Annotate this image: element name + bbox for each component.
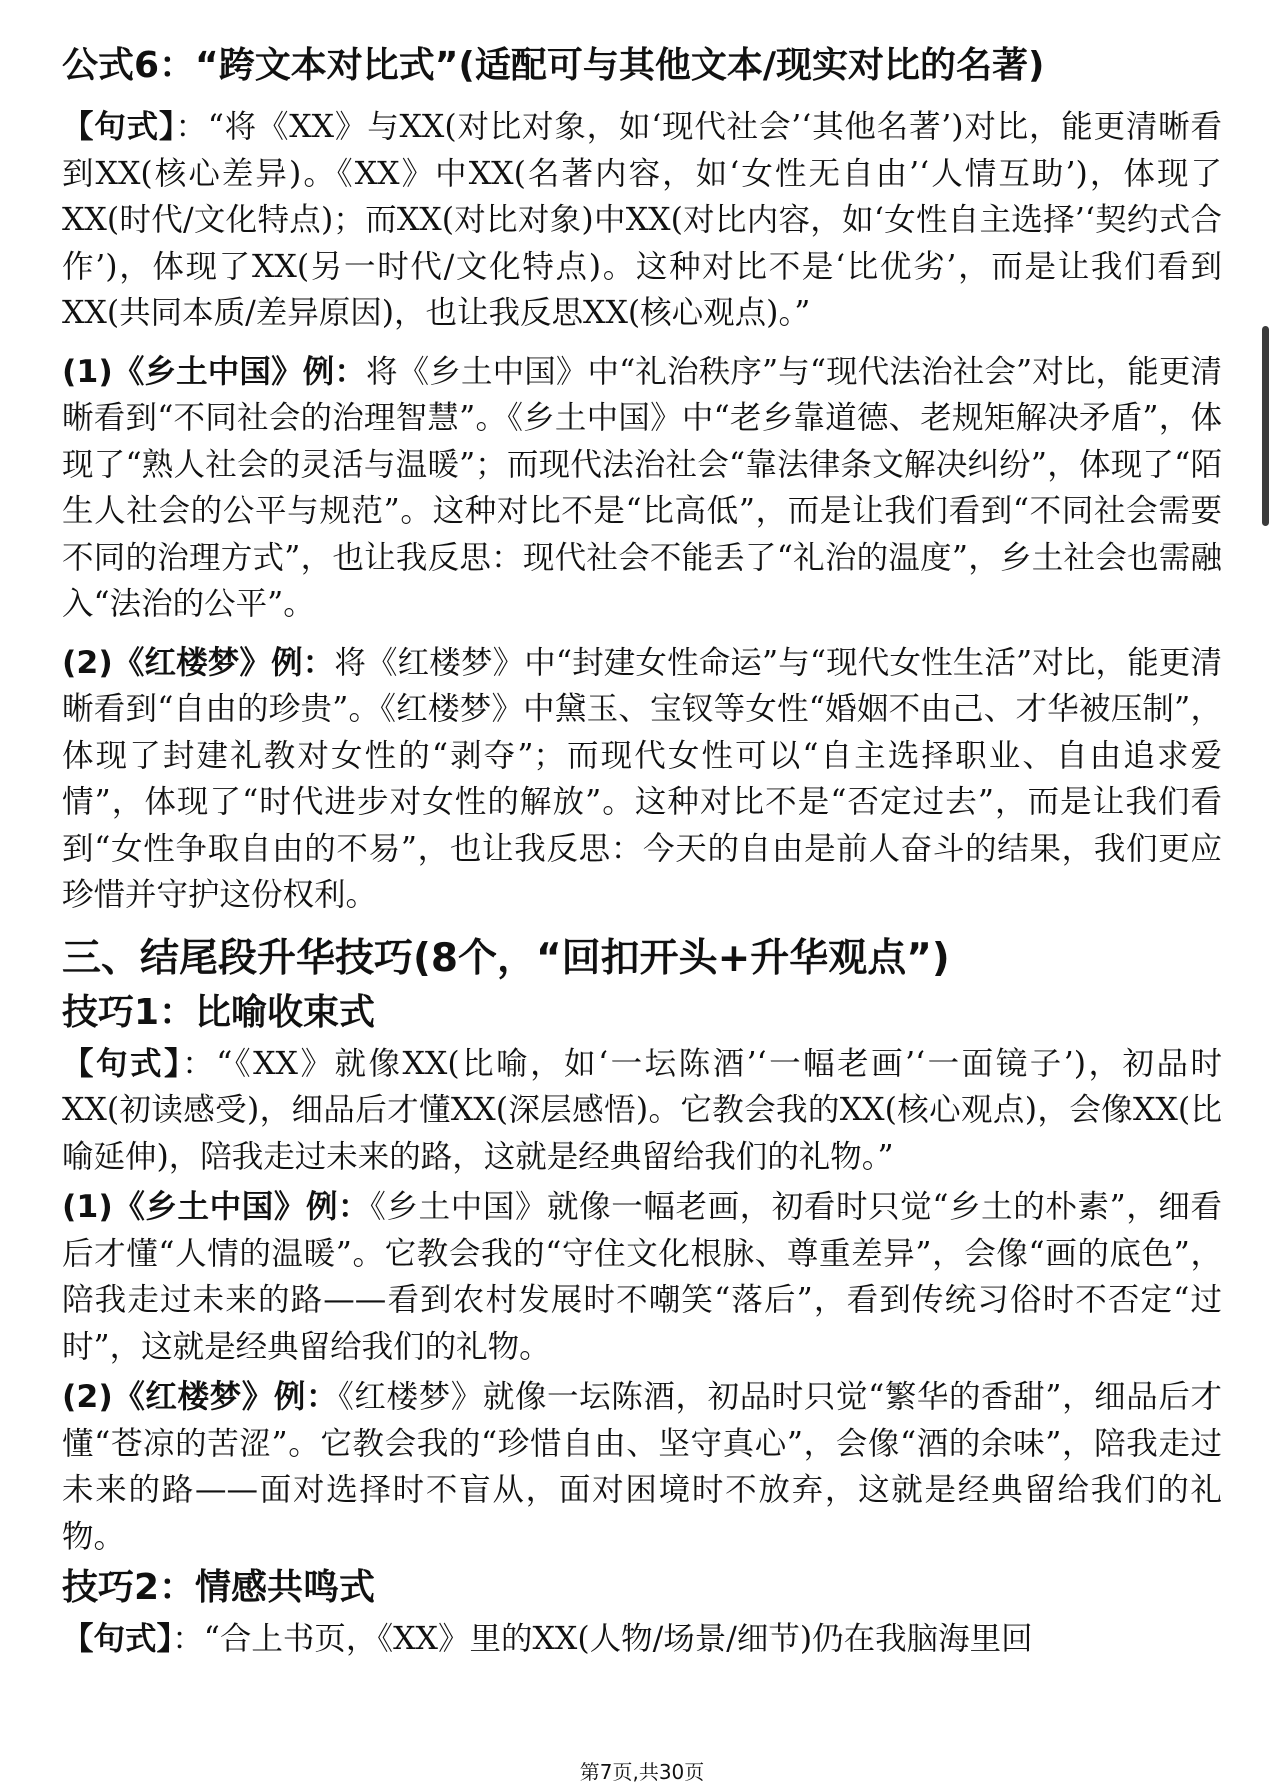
example-label: (1)《乡土中国》例： <box>62 1189 371 1225</box>
formula6-example-xiangtu <box>62 349 1222 628</box>
scrollbar-thumb[interactable] <box>1262 326 1269 526</box>
formula6-heading: 公式6：“跨文本对比式”(适配可与其他文本/现实对比的名著) <box>62 45 1045 86</box>
example-text: 将《红楼梦》中“封建女性命运”与“现代女性生活”对比，能更清晰看到“自由的珍贵”。《红楼梦》中黛玉、宝钗等女性“婚姻不由己、才华被压制”，体现了封建礼教对女性的“剥夺”；而现代女性可以“自主选择职业、自由追求爱情”，体现了“时代进步对女性的解放”。这种对比不是“否定过去”，而是让我们看到“女性争取自由的不易”，也让我反思：今天的自由是前人奋斗的结果，我们更应珍惜并守护这份权利。 <box>62 644 1222 913</box>
example-text: 《乡土中国》就像一幅老画，初看时只觉“乡土的朴素”，细看后才懂“人情的温暖”。它教会我的“守住文化根脉、尊重差异”，会像“画的底色”，陪我走过未来的路——看到农村发展时不嘲笑“落后”，看到传统习俗时不否定“过时”，这就是经典留给我们的礼物。 <box>62 1189 1222 1365</box>
tech1-heading: 技巧1：比喻收束式 <box>62 991 376 1033</box>
example-label: (1)《乡土中国》例： <box>62 353 367 390</box>
formula6-example-hongloumeng <box>62 640 1222 919</box>
document-content <box>62 40 1222 1667</box>
section3-heading: 三、结尾段升华技巧(8个，“回扣开头+升华观点”) <box>62 935 950 981</box>
tech2-pattern <box>62 1616 1222 1663</box>
tech1-example-hongloumeng <box>62 1374 1222 1560</box>
pattern-text: ：“《XX》就像XX(比喻，如‘一坛陈酒’‘一幅老画’‘一面镜子’)，初品时XX(初读感受)，细品后才懂XX(深层感悟)。它教会我的XX(核心观点)，会像XX(比喻延伸)，陪我走过未来的路，这就是经典留给我们的礼物。” <box>62 1045 1222 1175</box>
example-text: 《红楼梦》就像一坛陈酒，初品时只觉“繁华的香甜”，细品后才懂“苍凉的苦涩”。它教会我的“珍惜自由、坚守真心”，会像“酒的余味”，陪我走过未来的路——面对选择时不盲从，面对困境时不放弃，这就是经典留给我们的礼物。 <box>62 1379 1222 1555</box>
pattern-text: ：“将《XX》与XX(对比对象，如‘现代社会’‘其他名著’)对比，能更清晰看到XX(核心差异)。《XX》中XX(名著内容，如‘女性无自由’‘人情互助’)，体现了XX(时代/文化特点)；而XX(对比对象)中XX(对比内容，如‘女性自主选择’‘契约式合作’)，体现了XX(另一时代/文化特点)。这种对比不是‘比优劣’，而是让我们看到XX(共同本质/差异原因)，也让我反思XX(核心观点)。” <box>62 109 1222 331</box>
pattern-text: ：“合上书页，《XX》里的XX(人物/场景/细节)仍在我脑海里回 <box>172 1621 1033 1657</box>
example-label: (2)《红楼梦》例： <box>62 644 335 681</box>
example-label: (2)《红楼梦》例： <box>62 1379 339 1415</box>
page-number: 第7页,共30页 <box>579 1760 705 1784</box>
tech1-pattern <box>62 1041 1222 1181</box>
pattern-label: 【句式】 <box>62 109 176 145</box>
tech1-example-xiangtu <box>62 1184 1222 1370</box>
pattern-label: 【句式】 <box>62 1045 183 1082</box>
tech2-heading: 技巧2：情感共鸣式 <box>62 1567 376 1608</box>
pattern-label: 【句式】 <box>62 1621 173 1657</box>
example-text: 将《乡土中国》中“礼治秩序”与“现代法治社会”对比，能更清晰看到“不同社会的治理智慧”。《乡土中国》中“老乡靠道德、老规矩解决矛盾”，体现了“熟人社会的灵活与温暖”；而现代法治社会“靠法律条文解决纠纷”，体现了“陌生人社会的公平与规范”。这种对比不是“比高低”，而是让我们看到“不同社会需要不同的治理方式”，也让我反思：现代社会不能丢了“礼治的温度”，乡土社会也需融入“法治的公平”。 <box>62 353 1222 622</box>
formula6-pattern <box>62 104 1222 337</box>
